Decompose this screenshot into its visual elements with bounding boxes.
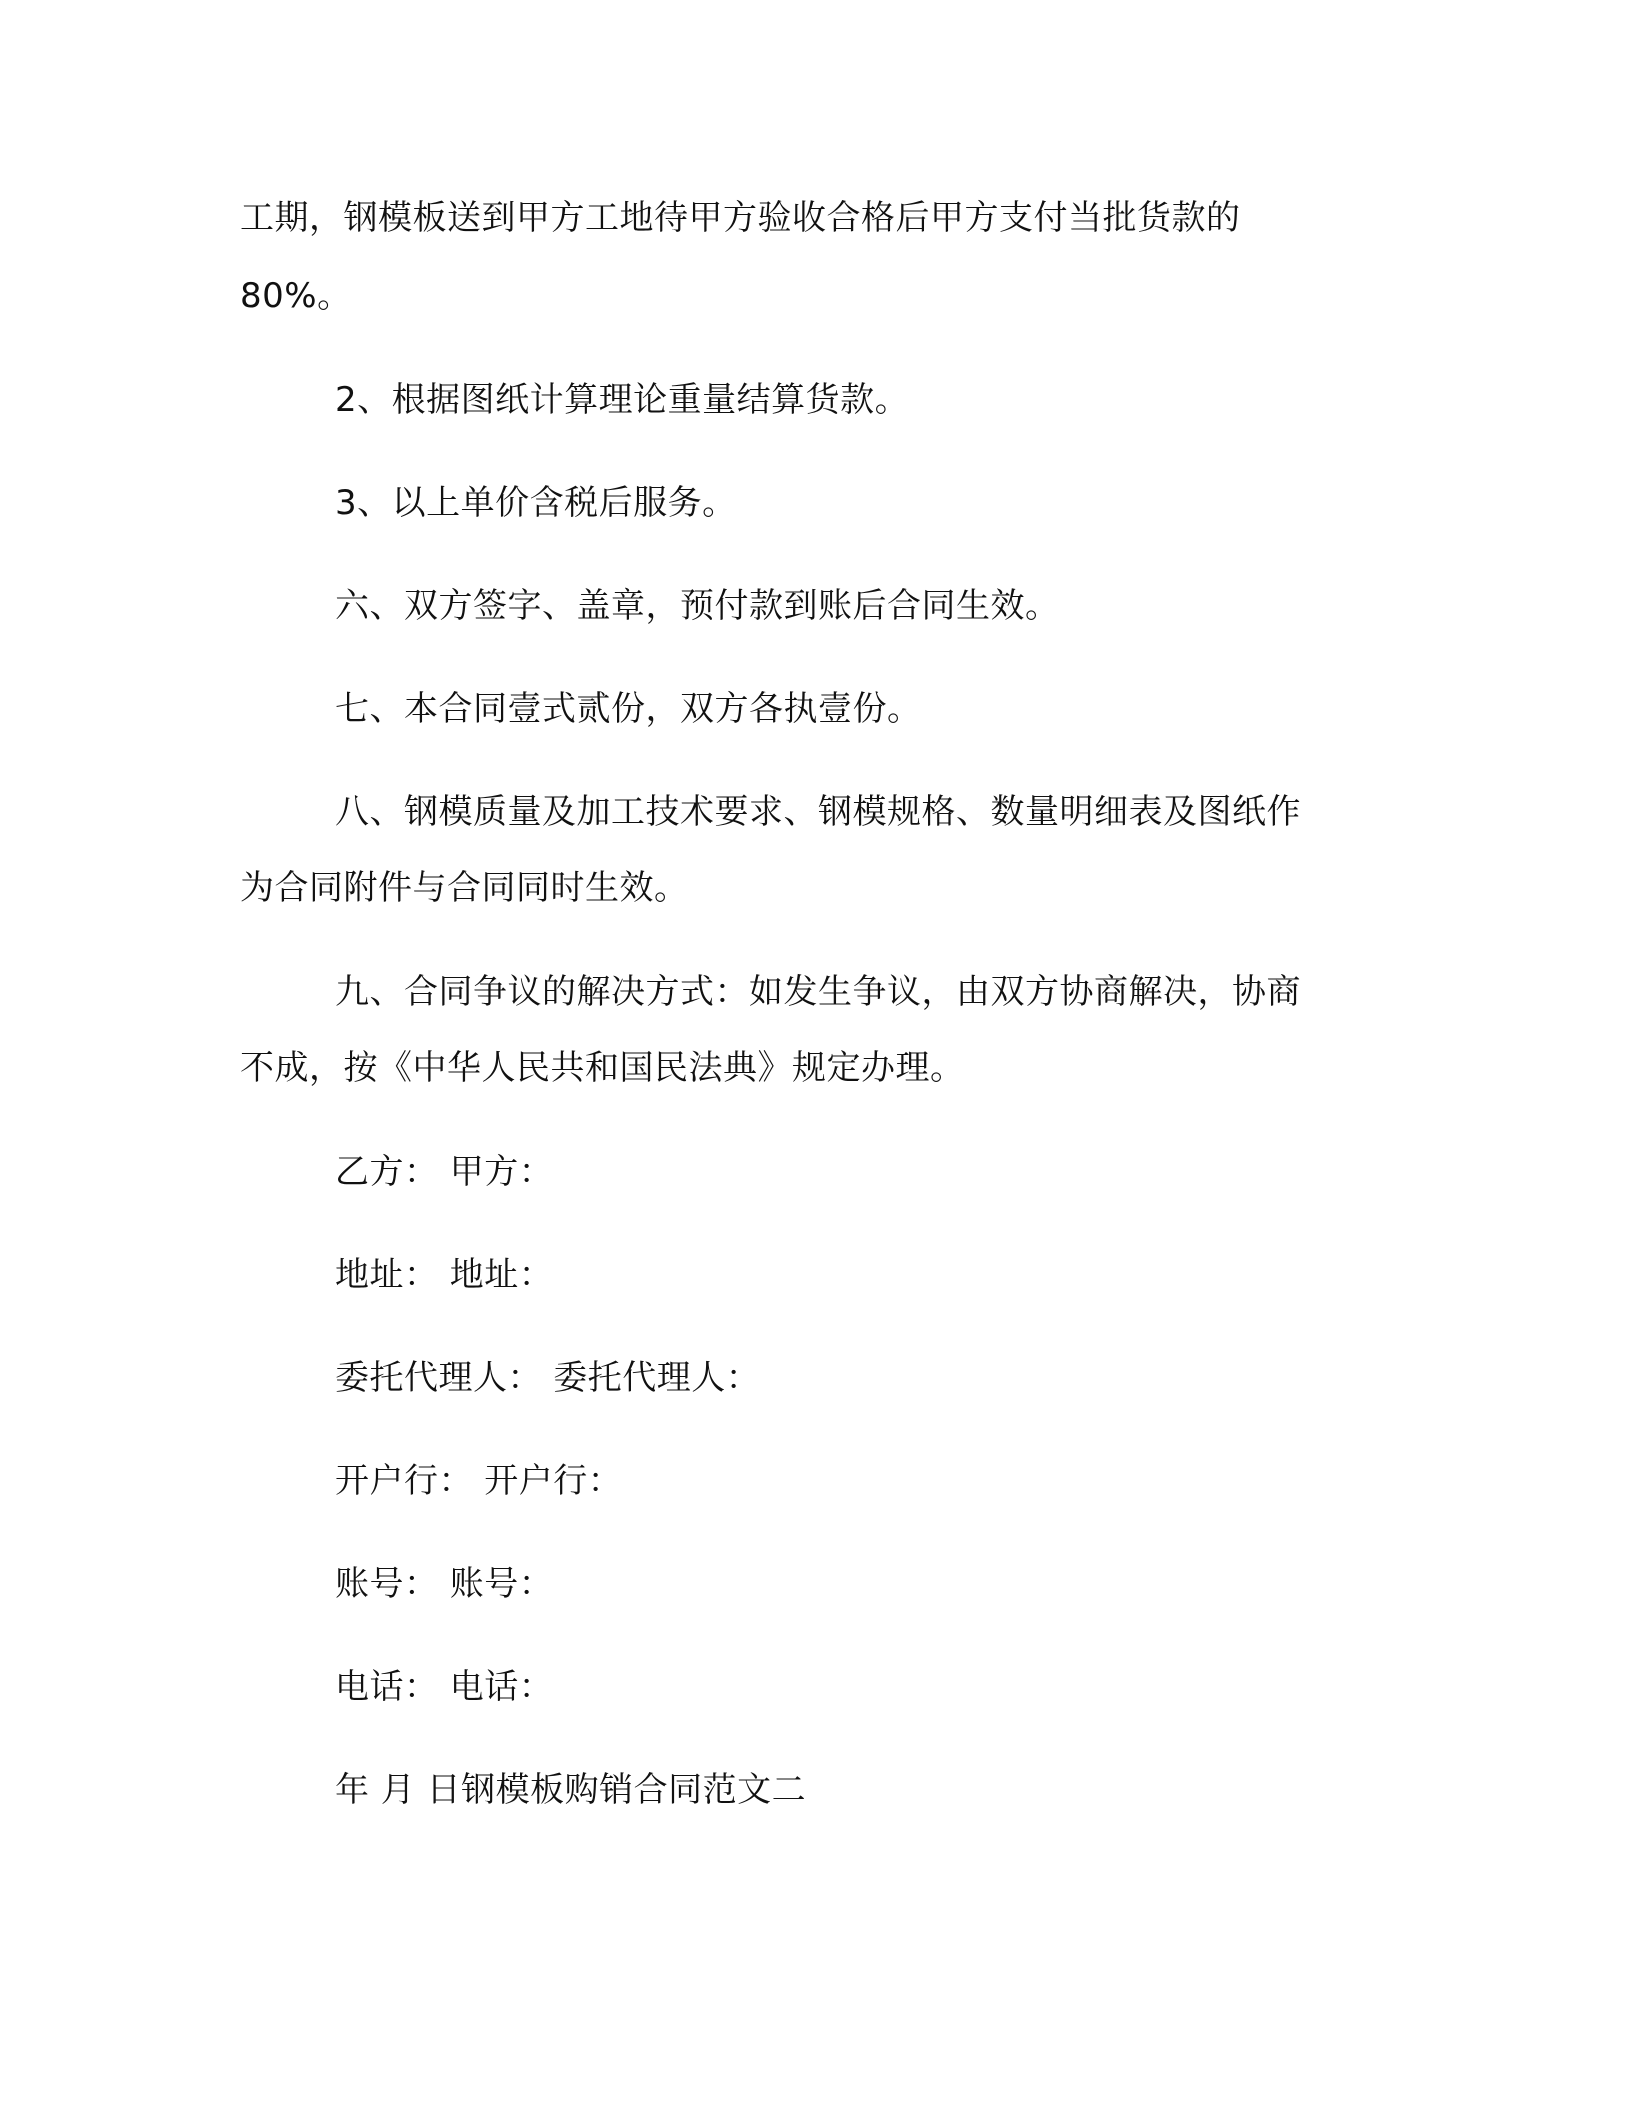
phone-line: 电话： 电话：	[335, 1667, 554, 1707]
clause-seven: 七、本合同壹式贰份，双方各执壹份。	[335, 689, 922, 729]
bank-line: 开户行： 开户行：	[335, 1461, 623, 1501]
agent-line: 委托代理人： 委托代理人：	[335, 1358, 761, 1398]
address-line: 地址： 地址：	[335, 1255, 554, 1295]
clause-text-line: 80%。	[240, 276, 352, 316]
clause-nine-cont: 不成，按《中华人民共和国民法典》规定办理。	[240, 1048, 965, 1088]
clause-eight: 八、钢模质量及加工技术要求、钢模规格、数量明细表及图纸作	[335, 792, 1301, 832]
clause-six: 六、双方签字、盖章，预付款到账后合同生效。	[335, 586, 1060, 626]
account-line: 账号： 账号：	[335, 1564, 554, 1604]
date-title-line: 年 月 日钢模板购销合同范文二	[335, 1770, 807, 1810]
clause-2: 2、根据图纸计算理论重量结算货款。	[335, 380, 910, 420]
clause-nine: 九、合同争议的解决方式：如发生争议，由双方协商解决，协商	[335, 972, 1301, 1012]
clause-text-line: 工期，钢模板送到甲方工地待甲方验收合格后甲方支付当批货款的	[240, 198, 1241, 238]
party-line: 乙方： 甲方：	[335, 1152, 554, 1192]
clause-eight-cont: 为合同附件与合同同时生效。	[240, 868, 689, 908]
clause-3: 3、以上单价含税后服务。	[335, 483, 737, 523]
